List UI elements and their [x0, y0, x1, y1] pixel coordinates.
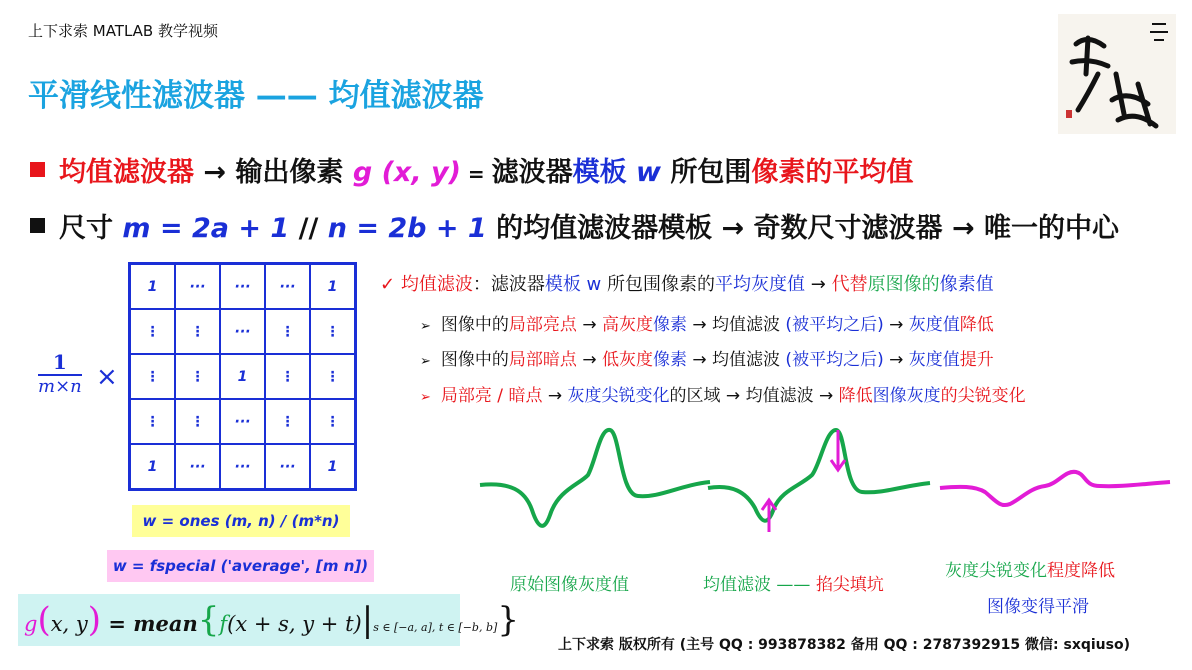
bullet-line-1	[30, 150, 913, 189]
text-odd-size: 奇数尺寸滤波器	[744, 213, 952, 244]
text-output-pixel: 输出像素	[235, 157, 344, 188]
fraction	[38, 350, 82, 397]
footer-copyright: 上下求索 版权所有 (主号 QQ : 993878382 备用 QQ : 2787392915 微信: sxqiuso)	[558, 637, 1130, 653]
matrix-cell: 1	[310, 264, 356, 310]
term-high-gray: 高灰度	[601, 315, 653, 335]
matrix-cell: 1	[130, 264, 176, 310]
bullet-line-2	[30, 206, 1119, 245]
matrix-row	[130, 354, 356, 399]
mean-filtered-curve	[708, 430, 930, 521]
formula-lparen: (	[37, 600, 51, 640]
matrix-cell: ···	[265, 444, 310, 490]
text-size: 尺寸	[59, 213, 123, 244]
term-averaged: (被平均之后)	[780, 350, 890, 370]
arrow-icon: →	[818, 386, 834, 406]
arrow-icon: →	[951, 213, 975, 244]
term-decrease: 降低	[959, 315, 994, 335]
term-mean-filtering: 均值滤波	[400, 274, 473, 295]
sub-bullet-0	[380, 270, 994, 296]
equals-sign: =	[460, 162, 492, 186]
term-pixel-value: 像素值	[939, 274, 994, 295]
term-gray-value: 灰度值	[908, 350, 960, 370]
matrix-cell: ⋮	[175, 309, 220, 354]
caption-mean-filter-a: 均值滤波 ——	[703, 575, 816, 595]
formula-rparen: )	[87, 600, 102, 640]
term-pixel: 像素	[652, 350, 687, 370]
matrix-cell: ⋮	[310, 399, 356, 444]
symbol-gxy: g (x, y)	[352, 157, 461, 188]
term-gray-value: 灰度值	[908, 315, 960, 335]
text: 图像中的	[440, 315, 509, 335]
fraction-numerator: 1	[38, 350, 82, 376]
arrow-icon: →	[692, 350, 707, 370]
matrix-cell: ···	[265, 264, 310, 310]
text: 的区域	[669, 386, 721, 406]
formula-n: n = 2b + 1	[327, 213, 487, 244]
matrix-cell: ⋮	[265, 399, 310, 444]
matrix-cell: ⋮	[265, 309, 310, 354]
term-low-gray: 低灰度	[601, 350, 653, 370]
mean-formula	[18, 594, 519, 646]
term-sharp-change: 灰度尖锐变化	[567, 386, 670, 406]
formula-f: f	[219, 612, 228, 636]
up-arrow-icon	[762, 500, 776, 532]
matrix-cell: ···	[220, 309, 265, 354]
caption-mean-filter	[703, 570, 884, 595]
term-pixel: 像素	[652, 315, 687, 335]
formula-rbrace: }	[497, 600, 519, 640]
matrix-cell: ⋮	[130, 309, 176, 354]
term-local-dark: 局部暗点	[508, 350, 577, 370]
separator: //	[289, 213, 328, 244]
red-square-bullet-icon	[30, 162, 45, 177]
caption-sharp-change: 灰度尖锐变化	[945, 561, 1047, 581]
formula-bar: |	[361, 600, 374, 640]
text-mean-template: 的均值滤波器模板	[486, 213, 722, 244]
sub-bullet-3	[420, 381, 1026, 406]
text: ：滤波器	[472, 274, 545, 295]
arrow-icon: →	[582, 315, 597, 335]
term-image-gray: 图像灰度	[872, 386, 941, 406]
text: 所包围像素的	[601, 274, 716, 295]
triangle-bullet-icon: ➢	[420, 319, 431, 334]
formula-fargs: (x + s, y + t)	[227, 612, 362, 636]
matrix-cell: ···	[220, 399, 265, 444]
times-sign: ×	[96, 362, 118, 392]
smoothed-curve	[940, 472, 1170, 505]
term-template-w: 模板 w	[544, 274, 602, 295]
formula-subscript: s ∈ [−a, a], t ∈ [−b, b]	[373, 621, 498, 634]
sub-bullet-2	[420, 345, 994, 370]
term-increase: 提升	[959, 350, 994, 370]
matrix-cell: 1	[130, 444, 176, 490]
matrix-cell: ⋮	[175, 354, 220, 399]
term-sharp-variation: 的尖锐变化	[940, 386, 1026, 406]
formula-m: m = 2a + 1	[122, 213, 290, 244]
term-template: 模板	[572, 157, 627, 188]
text: 图像中的	[440, 350, 509, 370]
arrow-icon: →	[889, 350, 904, 370]
caption-pinch-fill: 掐尖填坑	[815, 575, 884, 595]
formula-args: x, y	[50, 612, 88, 636]
term-avg-gray: 平均灰度值	[715, 274, 806, 295]
black-square-bullet-icon	[30, 218, 45, 233]
matrix-cell: ···	[220, 264, 265, 310]
term-reduce: 降低	[838, 386, 873, 406]
arrow-icon: →	[203, 157, 227, 188]
triangle-bullet-icon: ➢	[420, 390, 431, 405]
matrix-cell: ···	[220, 444, 265, 490]
term-averaged: (被平均之后)	[780, 315, 890, 335]
sub-bullet-1	[420, 310, 994, 335]
caption-sharp-reduced	[945, 556, 1115, 581]
code-fspecial: w = fspecial ('average', [m n])	[107, 550, 374, 582]
text: 均值滤波	[712, 315, 781, 335]
arrow-icon: →	[582, 350, 597, 370]
matrix-cell: ⋮	[310, 309, 356, 354]
caption-degree-reduced: 程度降低	[1047, 561, 1115, 581]
original-gray-curve	[480, 430, 710, 526]
term-replace: 代替	[831, 274, 868, 295]
caption-original: 原始图像灰度值	[510, 575, 629, 595]
arrow-icon: →	[547, 386, 563, 406]
matrix-row	[130, 444, 356, 490]
fraction-denominator: m×n	[38, 376, 82, 397]
arrow-icon: →	[721, 213, 745, 244]
term-mean-filter: 均值滤波器	[59, 157, 194, 188]
matrix-cell: ···	[175, 264, 220, 310]
term-local-bright: 局部亮点	[508, 315, 577, 335]
term-local-bright-dark: 局部亮 / 暗点	[440, 386, 543, 406]
term-original: 原图像的	[867, 274, 940, 295]
matrix-cell: 1	[310, 444, 356, 490]
matrix-row	[130, 264, 356, 310]
matrix-cell: ⋮	[130, 354, 176, 399]
formula-g: g	[24, 612, 38, 636]
text-filter: 滤波器	[491, 157, 573, 188]
term-pixel-average: 像素的平均值	[751, 157, 914, 188]
formula-lbrace: {	[197, 600, 220, 640]
matrix-row	[130, 399, 356, 444]
slide-title: 平滑线性滤波器 —— 均值滤波器	[28, 78, 484, 114]
arrow-icon: →	[810, 274, 826, 295]
calligraphy-seal-logo	[1058, 14, 1176, 134]
formula-mean: = mean	[101, 611, 198, 636]
matrix-row	[130, 309, 356, 354]
arrow-icon: →	[692, 315, 707, 335]
arrow-icon: →	[889, 315, 904, 335]
matrix-cell: ⋮	[265, 354, 310, 399]
symbol-w: w	[626, 157, 671, 188]
brand-label: 上下求索 MATLAB 教学视频	[28, 22, 218, 40]
triangle-bullet-icon: ➢	[420, 354, 431, 369]
matrix-cell: 1	[220, 354, 265, 399]
text: 均值滤波	[745, 386, 814, 406]
text-surround: 所包围	[670, 157, 752, 188]
text: 均值滤波	[712, 350, 781, 370]
check-icon: ✓	[380, 274, 396, 295]
filter-matrix	[128, 262, 357, 491]
text-unique-center: 唯一的中心	[974, 213, 1119, 244]
arrow-icon: →	[725, 386, 741, 406]
matrix-cell: ⋮	[310, 354, 356, 399]
matrix-cell: ⋮	[130, 399, 176, 444]
matrix-cell: ⋮	[175, 399, 220, 444]
matrix-cell: ···	[175, 444, 220, 490]
code-ones: w = ones (m, n) / (m*n)	[132, 505, 350, 537]
waveform-illustrations	[470, 420, 1180, 550]
caption-smooth: 图像变得平滑	[987, 597, 1089, 617]
